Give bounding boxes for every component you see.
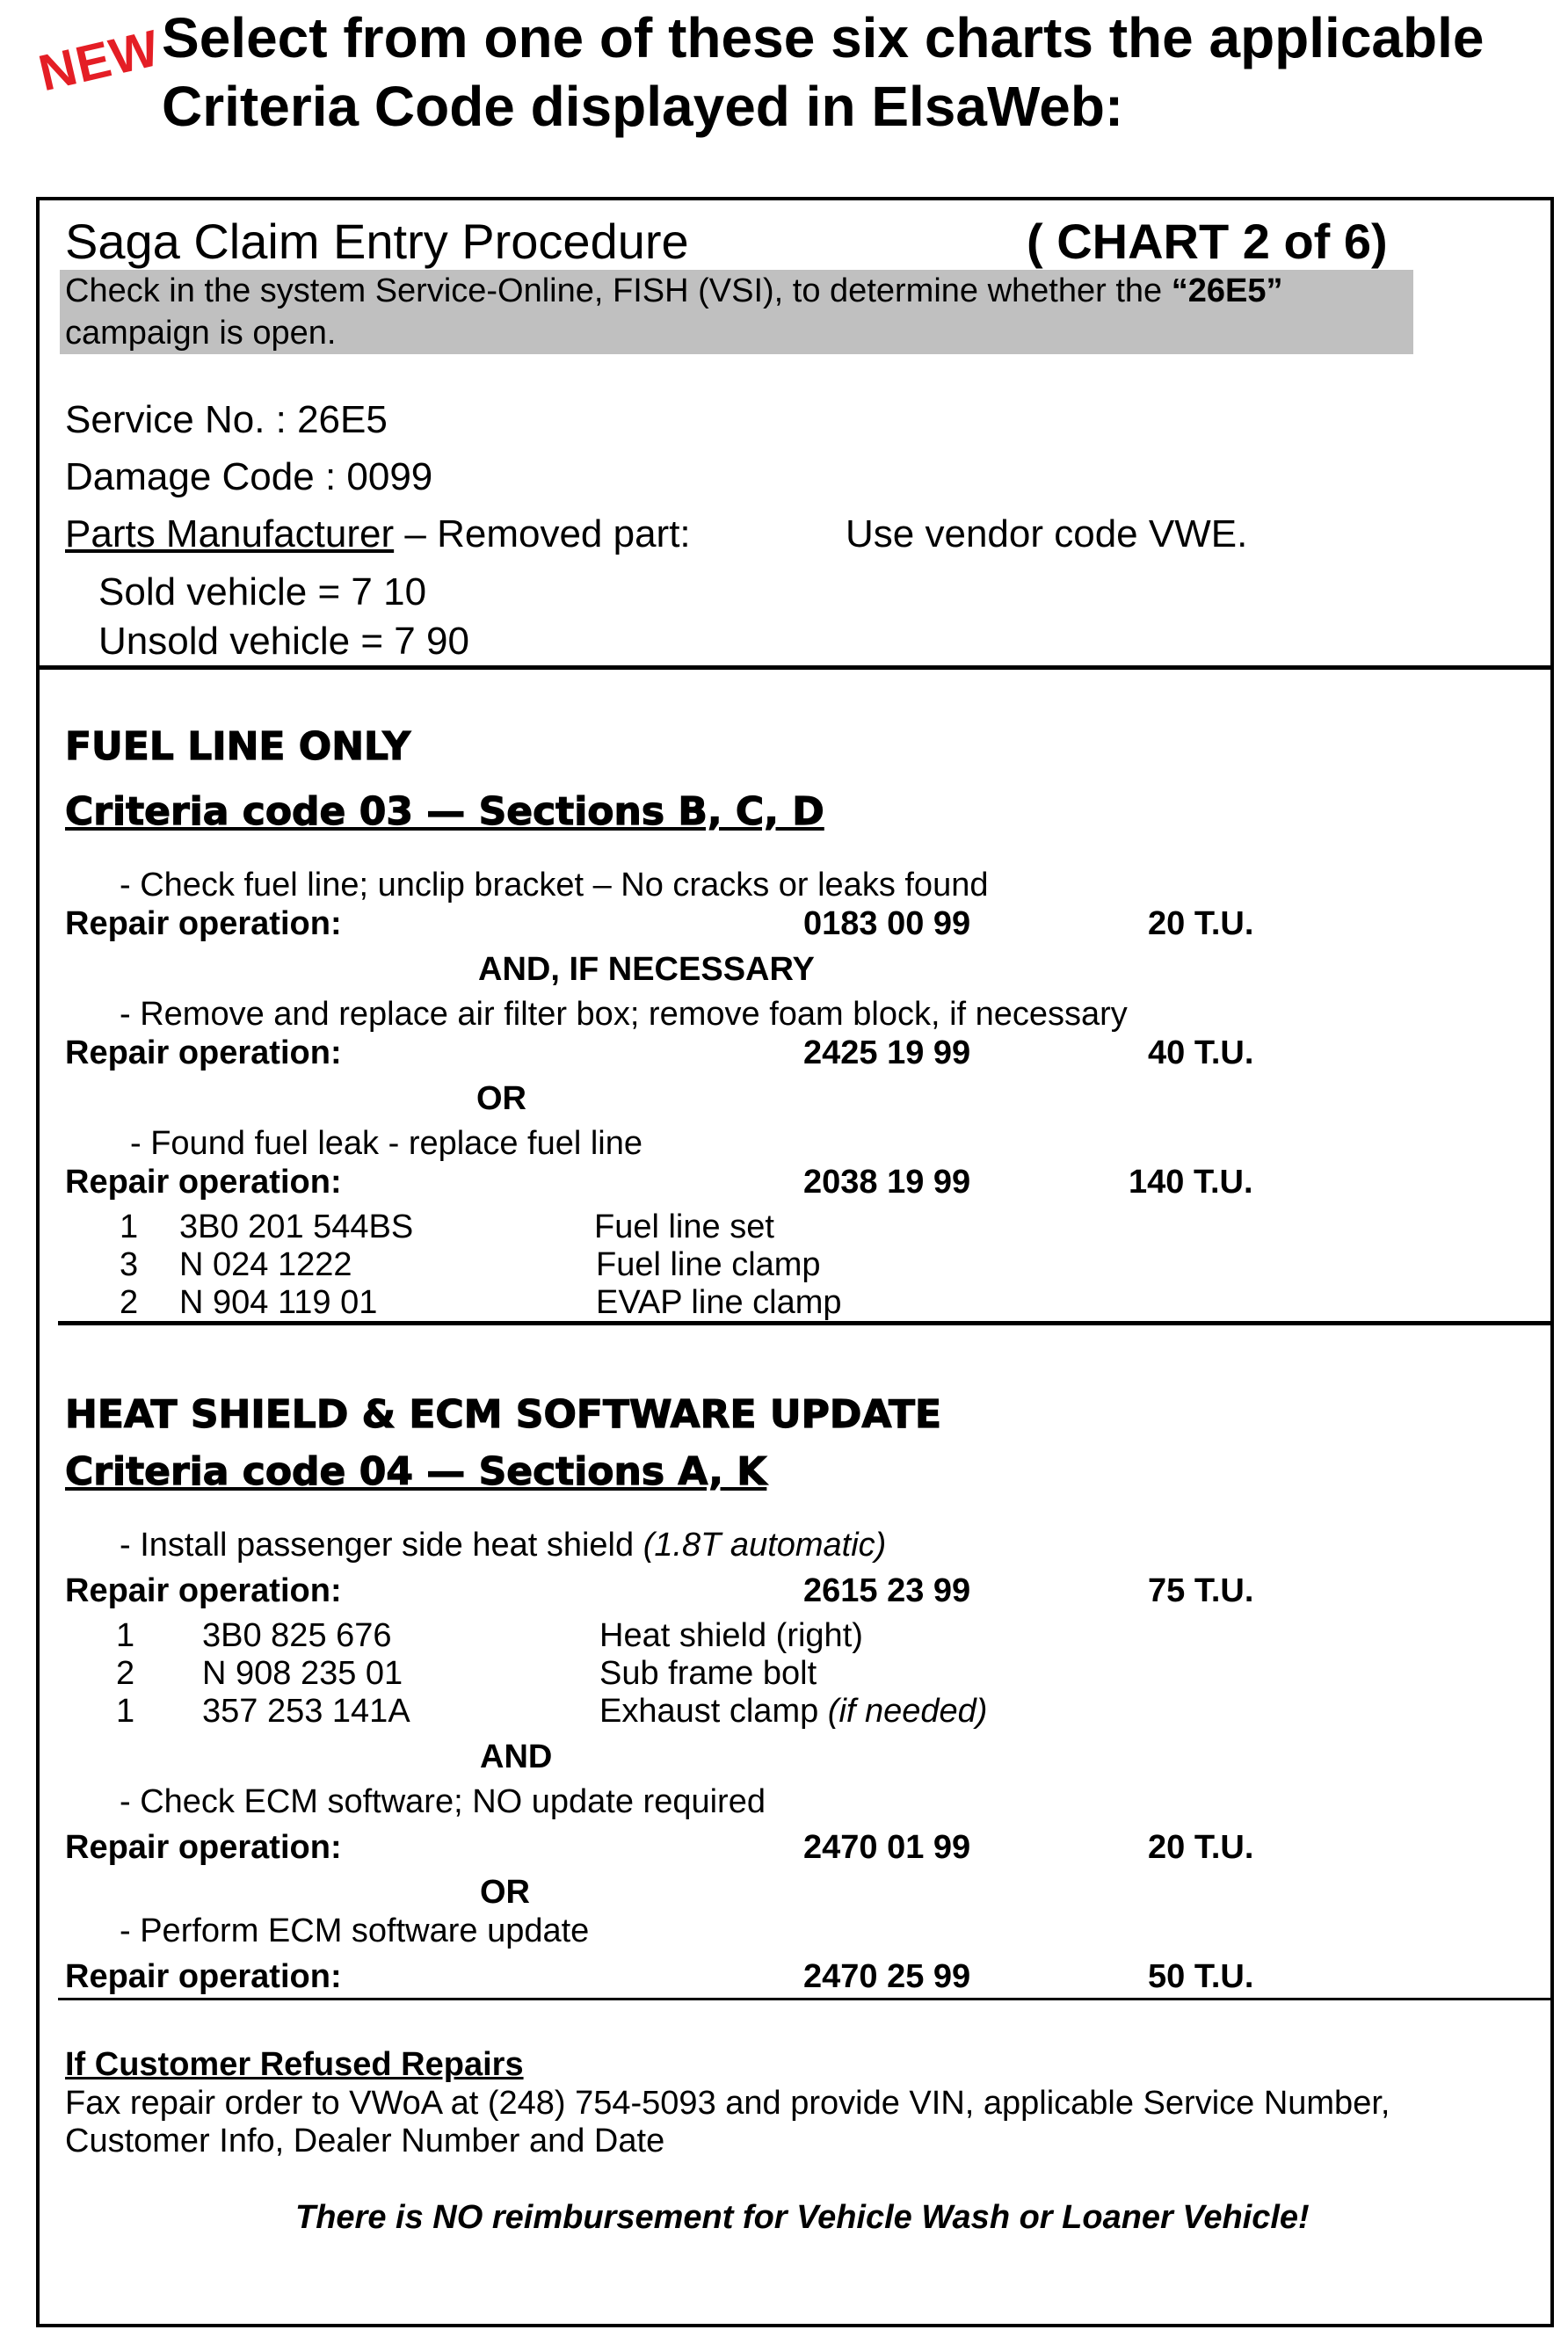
heat-op2-label: Repair operation: [65, 1829, 342, 1866]
fuel-op1-label: Repair operation: [65, 905, 342, 942]
heat-part-qty: 1 [116, 1617, 135, 1654]
heat-op2-tu: 20 T.U. [1148, 1829, 1254, 1866]
unsold-vehicle: Unsold vehicle = 7 90 [98, 620, 469, 663]
fuel-step-1: - Check fuel line; unclip bracket – No cracks or leaks found [120, 867, 989, 904]
sold-vehicle: Sold vehicle = 7 10 [98, 570, 427, 613]
heat-op1-label: Repair operation: [65, 1572, 342, 1609]
fuel-op1-code: 0183 00 99 [803, 905, 971, 942]
parts-manufacturer-line: Parts Manufacturer – Removed part: [65, 512, 691, 555]
heat-part-desc: Sub frame bolt [599, 1655, 817, 1692]
fuel-part-number: N 904 119 01 [179, 1284, 378, 1321]
campaign-code: “26E5” [1171, 272, 1283, 309]
divider-top [36, 665, 1554, 670]
fuel-part-number: 3B0 201 544BS [179, 1208, 414, 1245]
heat-op3-code: 2470 25 99 [803, 1958, 971, 1995]
heat-part-desc: Heat shield (right) [599, 1617, 863, 1654]
fuel-part-desc: EVAP line clamp [596, 1284, 842, 1321]
fuel-part-qty: 1 [120, 1208, 139, 1245]
new-badge: NEW [33, 18, 165, 103]
banner-line-1: Check in the system Service-Online, FISH (VSI), to determine whether the “26E5” [65, 272, 1283, 309]
heat-step-3: - Perform ECM software update [120, 1912, 590, 1949]
heat-op3-label: Repair operation: [65, 1958, 342, 1995]
refused-line-1: Fax repair order to VWoA at (248) 754-5093 and provide VIN, applicable Service Number, [65, 2085, 1390, 2122]
fuel-op2-tu: 40 T.U. [1148, 1034, 1254, 1071]
fuel-part-qty: 2 [120, 1284, 139, 1321]
heat-part-qty: 1 [116, 1693, 135, 1730]
fuel-op3-code: 2038 19 99 [803, 1164, 971, 1201]
fuel-part-desc: Fuel line clamp [596, 1246, 821, 1283]
heat-op1-code: 2615 23 99 [803, 1572, 971, 1609]
fuel-or: OR [476, 1080, 526, 1117]
parts-manufacturer-label: Parts Manufacturer [65, 512, 395, 555]
fuel-and-if-necessary: AND, IF NECESSARY [478, 951, 815, 988]
fuel-op1-tu: 20 T.U. [1148, 905, 1254, 942]
heat-part-number: N 908 235 01 [202, 1655, 403, 1692]
chart-label: ( CHART 2 of 6) [1027, 214, 1388, 269]
heat-part-number: 357 253 141A [202, 1693, 410, 1730]
heat-part-number: 3B0 825 676 [202, 1617, 392, 1654]
refused-heading: If Customer Refused Repairs [65, 2046, 524, 2083]
banner-line-2: campaign is open. [65, 315, 337, 352]
refused-line-2: Customer Info, Dealer Number and Date [65, 2123, 665, 2159]
fuel-op2-code: 2425 19 99 [803, 1034, 971, 1071]
divider-fuel [58, 1321, 1554, 1325]
heat-op1-tu: 75 T.U. [1148, 1572, 1254, 1609]
headline-line-1: Select from one of these six charts the applicable [162, 6, 1485, 69]
heat-step-1: - Install passenger side heat shield (1.8T automatic) [120, 1527, 887, 1564]
damage-code: Damage Code : 0099 [65, 455, 433, 498]
heat-or: OR [480, 1874, 530, 1911]
fuel-step-3: - Found fuel leak - replace fuel line [130, 1125, 642, 1162]
heat-criteria: Criteria code 04 — Sections A, K [65, 1449, 767, 1494]
service-number: Service No. : 26E5 [65, 398, 388, 441]
fuel-part-number: N 024 1222 [179, 1246, 352, 1283]
fuel-op2-label: Repair operation: [65, 1034, 342, 1071]
fuel-part-desc: Fuel line set [594, 1208, 774, 1245]
heat-op3-tu: 50 T.U. [1148, 1958, 1254, 1995]
vendor-code: Use vendor code VWE. [846, 512, 1248, 555]
fuel-step-2: - Remove and replace air filter box; remove foam block, if necessary [120, 996, 1128, 1033]
reimbursement-note: There is NO reimbursement for Vehicle Wash or Loaner Vehicle! [295, 2199, 1310, 2236]
fuel-op3-tu: 140 T.U. [1129, 1164, 1253, 1201]
fuel-criteria: Criteria code 03 — Sections B, C, D [65, 789, 824, 834]
heat-part-note: (if needed) [827, 1693, 988, 1730]
heat-step-2: - Check ECM software; NO update required [120, 1783, 766, 1820]
heat-op2-code: 2470 01 99 [803, 1829, 971, 1866]
procedure-title: Saga Claim Entry Procedure [65, 214, 689, 269]
heat-part-desc: Exhaust clamp (if needed) [599, 1693, 988, 1730]
headline-line-2: Criteria Code displayed in ElsaWeb: [162, 75, 1124, 138]
heat-heading: HEAT SHIELD & ECM SOFTWARE UPDATE [65, 1392, 942, 1437]
divider-heat [58, 1998, 1554, 2000]
heat-part-qty: 2 [116, 1655, 135, 1692]
fuel-heading: FUEL LINE ONLY [65, 724, 411, 769]
heat-and: AND [480, 1738, 553, 1775]
heat-step-1-note: (1.8T automatic) [642, 1527, 887, 1564]
fuel-op3-label: Repair operation: [65, 1164, 342, 1201]
fuel-part-qty: 3 [120, 1246, 139, 1283]
